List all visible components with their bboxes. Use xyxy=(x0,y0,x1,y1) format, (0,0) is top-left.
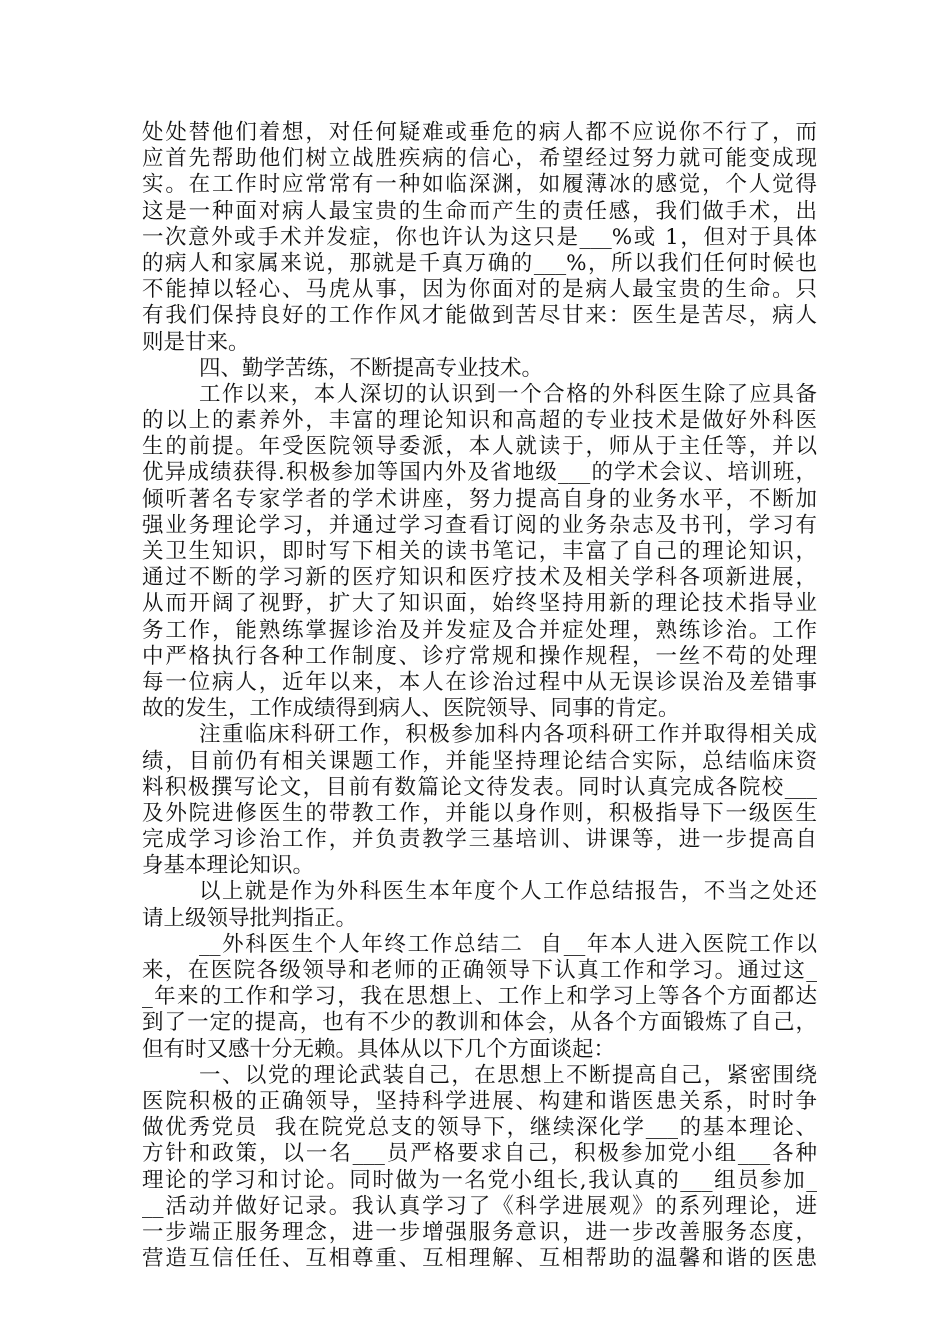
text-line: 生的前提。年受医院领导委派，本人就读于，师从于主任等，并以 xyxy=(142,434,817,460)
text-line: 来，在医院各级领导和老师的正确领导下认真工作和学习。通过这_ xyxy=(142,958,817,983)
text-line: 到了一定的提高，也有不少的教训和体会，从各个方面锻炼了自己， xyxy=(142,1010,817,1036)
text-line: 一次意外或手术并发症，你也许认为这只是___%或 1，但对于具体 xyxy=(142,224,817,250)
text-line: 绩，目前仍有相关课题工作，并能坚持理论结合实际，总结临床资 xyxy=(142,748,817,774)
text-line: 理论的学习和讨论。同时做为一名党小组长,我认真的___组员参加_ xyxy=(142,1167,817,1193)
text-line: 通过不断的学习新的医疗知识和医疗技术及相关学科各项新进展， xyxy=(142,565,817,591)
text-line: __外科医生个人年终工作总结二 自__年本人进入医院工作以 xyxy=(199,931,817,957)
text-line: 中严格执行各种工作制度、诊疗常规和操作规程，一丝不苟的处理 xyxy=(142,643,817,669)
text-line: 身基本理论知识。 xyxy=(142,853,315,879)
text-line: 则是甘来。 xyxy=(142,329,250,355)
text-line: 医院积极的正确领导，坚持科学进展、构建和谐医患关系，时时争 xyxy=(142,1088,817,1114)
text-line: 注重临床科研工作，积极参加科内各项科研工作并取得相关成 xyxy=(199,722,817,748)
text-line: 一、以党的理论武装自己，在思想上不断提高自己，紧密围绕 xyxy=(199,1062,817,1088)
text-line: 工作以来，本人深切的认识到一个合格的外科医生除了应具备 xyxy=(199,381,817,407)
text-line: 倾听著名专家学者的学术讲座，努力提高自身的业务水平，不断加 xyxy=(142,486,817,512)
text-line: 做优秀党员 我在院党总支的领导下，继续深化学___的基本理论、 xyxy=(142,1115,817,1141)
text-line: 务工作，能熟练掌握诊治及并发症及合并症处理，熟练诊治。工作 xyxy=(142,617,817,643)
text-line: 实。在工作时应常常有一种如临深渊，如履薄冰的感觉，个人觉得 xyxy=(142,172,817,198)
text-line: 从而开阔了视野，扩大了知识面，始终坚持用新的理论技术指导业 xyxy=(142,591,817,617)
text-line: 及外院进修医生的带教工作，并能以身作则，积极指导下一级医生 xyxy=(142,800,817,826)
text-line: 优异成绩获得.积极参加等国内外及省地级___的学术会议、培训班， xyxy=(142,460,817,486)
text-line: 但有时又感十分无赖。具体从以下几个方面谈起： xyxy=(142,1036,616,1062)
text-line: 料积极撰写论文，目前有数篇论文待发表。同时认真完成各院校___ xyxy=(142,774,817,800)
text-line: 这是一种面对病人最宝贵的生命而产生的责任感，我们做手术，出 xyxy=(142,198,817,224)
text-line: 的以上的素养外，丰富的理论知识和高超的专业技术是做好外科医 xyxy=(142,408,817,434)
text-line: 故的发生，工作成绩得到病人、医院领导、同事的肯定。 xyxy=(142,696,680,722)
text-line: 处处替他们着想，对任何疑难或垂危的病人都不应说你不行了，而 xyxy=(142,120,817,145)
text-line: 关卫生知识，即时写下相关的读书笔记，丰富了自己的理论知识， xyxy=(142,539,817,564)
text-line: 有我们保持良好的工作作风才能做到苦尽甘来：医生是苦尽，病人 xyxy=(142,303,817,329)
text-line: 的病人和家属来说，那就是千真万确的___%，所以我们任何时候也 xyxy=(142,250,817,276)
text-line: 营造互信任任、互相尊重、互相理解、互相帮助的温馨和谐的医患 xyxy=(142,1246,817,1272)
text-line: 完成学习诊治工作，并负责教学三基培训、讲课等，进一步提高自 xyxy=(142,827,817,853)
text-line: 请上级领导批判指正。 xyxy=(142,905,358,931)
text-line: 每一位病人，近年以来，本人在诊治过程中从无误诊误治及差错事 xyxy=(142,669,817,695)
text-line: 不能掉以轻心、马虎从事，因为你面对的是病人最宝贵的生命。只 xyxy=(142,277,817,303)
text-line: 强业务理论学习，并通过学习查看订阅的业务杂志及书刊，学习有 xyxy=(142,512,817,538)
text-line: 以上就是作为外科医生本年度个人工作总结报告，不当之处还 xyxy=(199,879,817,905)
text-line: _年来的工作和学习，我在思想上、工作上和学习上等各个方面都达 xyxy=(142,984,817,1010)
text-line: __活动并做好记录。我认真学习了《科学进展观》的系列理论，进 xyxy=(142,1193,817,1219)
text-line: 一步端正服务理念，进一步增强服务意识，进一步改善服务态度， xyxy=(142,1219,817,1245)
document-body xyxy=(142,120,817,1272)
text-line: 方针和政策，以一名___员严格要求自己，积极参加党小组___各种 xyxy=(142,1141,817,1167)
text-line: 四、勤学苦练，不断提高专业技术。 xyxy=(199,355,544,381)
text-line: 应首先帮助他们树立战胜疾病的信心，希望经过努力就可能变成现 xyxy=(142,146,817,172)
